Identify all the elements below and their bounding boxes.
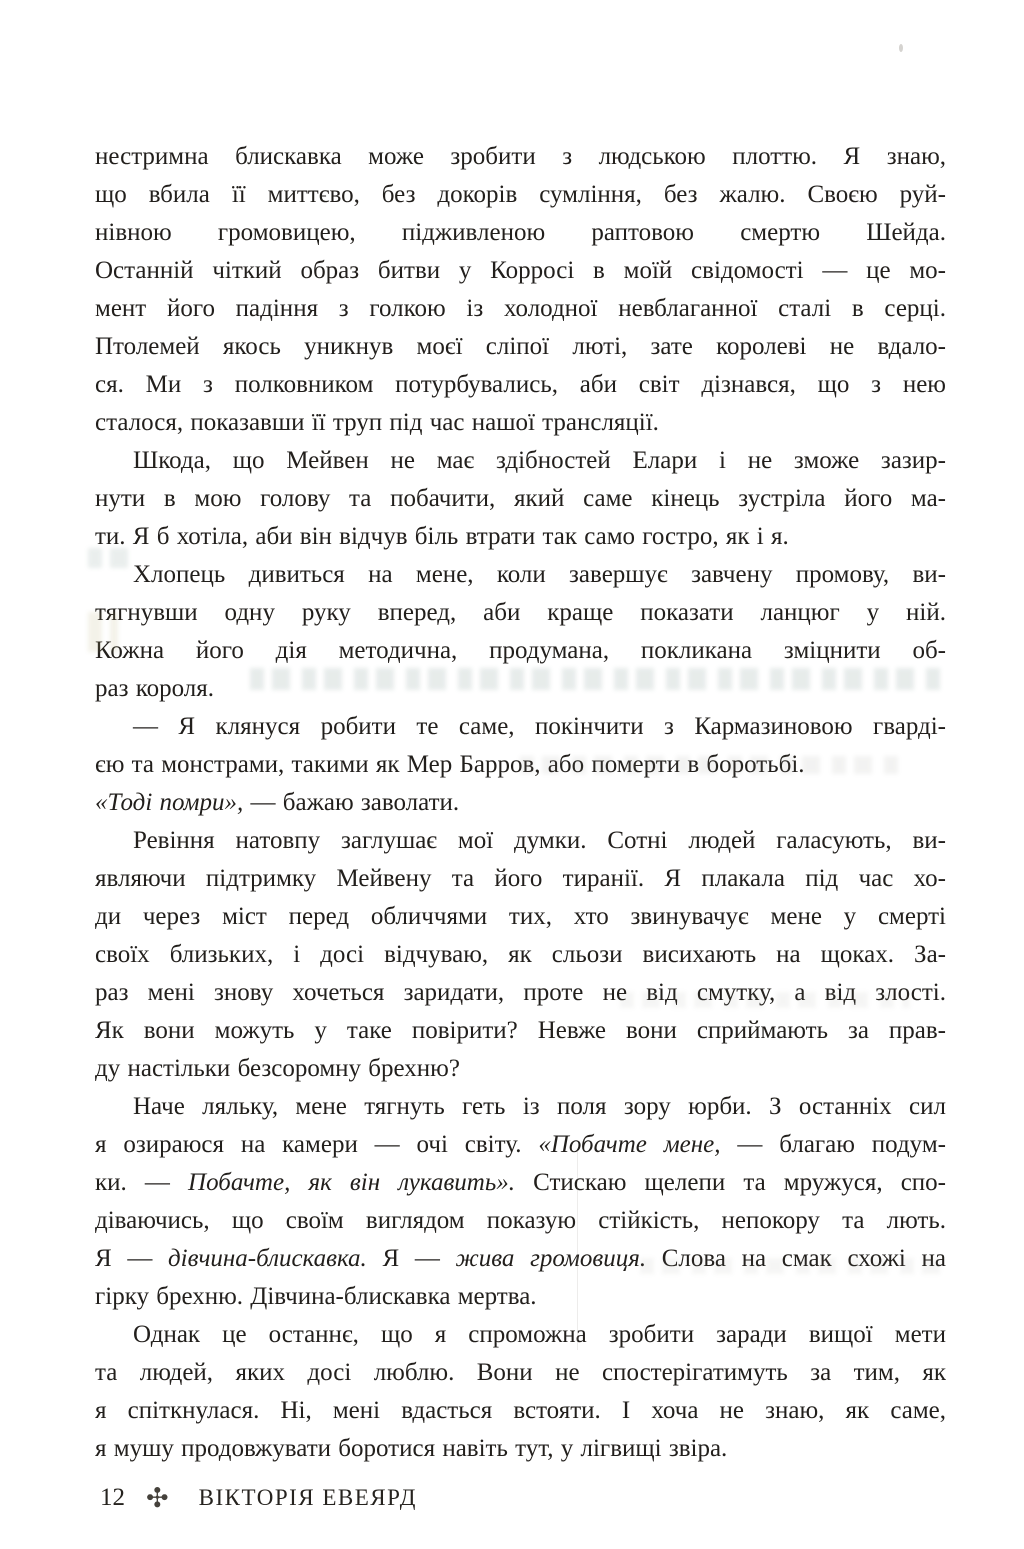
paragraph bbox=[95, 708, 946, 784]
text-run: Стискаю щелепи та мружуся, спо- bbox=[515, 1169, 946, 1196]
text-line bbox=[95, 784, 946, 822]
text-run: Я — bbox=[366, 1245, 456, 1272]
text-line bbox=[95, 1012, 946, 1050]
paragraph bbox=[95, 822, 946, 1088]
text-run: сталося, показавши її труп під час нашої трансляції. bbox=[95, 409, 659, 436]
text-run: Ревіння натовпу заглушає мої думки. Сотні людей галасують, ви- bbox=[133, 827, 946, 854]
text-line bbox=[95, 518, 946, 556]
paragraph bbox=[95, 442, 946, 556]
text-run: Кожна його дія методична, продумана, покликана зміцнити об- bbox=[95, 637, 946, 664]
text-line bbox=[95, 1392, 946, 1430]
text-run: Я — bbox=[95, 1245, 169, 1272]
text-run: ти. Я б хотіла, аби він відчув біль втрати так само гостро, як і я. bbox=[95, 523, 789, 550]
text-line bbox=[95, 366, 946, 404]
text-run: своїх близьких, і досі відчуваю, як сльози висихають на щоках. За- bbox=[95, 941, 946, 968]
text-line bbox=[95, 670, 946, 708]
text-run: — благаю подум- bbox=[737, 1131, 946, 1158]
text-line bbox=[95, 1088, 946, 1126]
paragraph bbox=[95, 1088, 946, 1316]
text-line bbox=[95, 974, 946, 1012]
text-run: Хлопець дивиться на мене, коли завершує завчену промову, ви- bbox=[133, 561, 946, 588]
text-run: Однак це останнє, що я спроможна зробити заради вищої мети bbox=[133, 1321, 946, 1348]
text-line bbox=[95, 632, 946, 670]
italic-text-run: «Побачте мене, bbox=[538, 1131, 738, 1158]
text-run: нестримна блискавка може зробити з людською плоттю. Я знаю, bbox=[95, 143, 946, 170]
text-line bbox=[95, 290, 946, 328]
fleuron-ornament-icon: ✣ bbox=[146, 1482, 169, 1513]
text-line bbox=[95, 138, 946, 176]
text-line bbox=[95, 480, 946, 518]
text-run: ся. Ми з полковником потурбувались, аби світ дізнався, що з нею bbox=[95, 371, 946, 398]
text-run: та людей, яких досі люблю. Вони не спостерігатимуть за тим, як bbox=[95, 1359, 946, 1386]
text-run: являючи підтримку Мейвену та його тиранії. Я плакала під час хо- bbox=[95, 865, 946, 892]
text-line bbox=[95, 1316, 946, 1354]
italic-text-run: дівчина-блискавка. bbox=[168, 1245, 367, 1272]
text-run: ки. — bbox=[95, 1169, 189, 1196]
text-run: я мушу продовжувати боротися навіть тут, у лігвищі звіра. bbox=[95, 1435, 728, 1462]
text-line bbox=[95, 860, 946, 898]
text-run: гірку брехню. Дівчина-блискавка мертва. bbox=[95, 1283, 537, 1310]
paragraph bbox=[95, 1316, 946, 1468]
text-run: — Я клянуся робити те саме, покінчити з Кармазиновою гварді- bbox=[133, 713, 946, 740]
page-number: 12 bbox=[100, 1484, 125, 1511]
text-run: Наче ляльку, мене тягнуть геть із поля зору юрби. З останніх сил bbox=[133, 1093, 946, 1120]
text-run: ду настільки безсоромну брехню? bbox=[95, 1055, 460, 1082]
text-line bbox=[95, 442, 946, 480]
scan-speck bbox=[899, 44, 903, 52]
paragraph bbox=[95, 556, 946, 708]
text-line bbox=[95, 1430, 946, 1468]
text-run: мент його падіння з голкою із холодної невблаганної сталі в серці. bbox=[95, 295, 946, 322]
text-run: єю та монстрами, такими як Мер Барров, або померти в боротьбі. bbox=[95, 751, 805, 778]
text-run: що вбила її миттєво, без докорів сумління, без жалю. Своєю руй- bbox=[95, 181, 946, 208]
text-run: нути в мою голову та побачити, який саме кінець зустріла його ма- bbox=[95, 485, 946, 512]
text-line bbox=[95, 708, 946, 746]
text-line bbox=[95, 1354, 946, 1392]
text-line bbox=[95, 176, 946, 214]
paragraph bbox=[95, 138, 946, 442]
text-run: раз мені знову хочеться заридати, проте не від смутку, а від злості. bbox=[95, 979, 946, 1006]
text-run: Шкода, що Мейвен не має здібностей Елари і не зможе зазир- bbox=[133, 447, 946, 474]
text-line bbox=[95, 594, 946, 632]
page-text bbox=[95, 138, 946, 1468]
text-line bbox=[95, 746, 946, 784]
text-run: ди через міст перед обличчями тих, хто звинувачує мене у смерті bbox=[95, 903, 946, 930]
page-footer bbox=[100, 1484, 417, 1512]
text-line bbox=[95, 252, 946, 290]
text-run: Птолемей якось уникнув моєї сліпої люті, зате королеві не вдало- bbox=[95, 333, 946, 360]
italic-text-run: Побачте, як він лукавить». bbox=[188, 1169, 515, 1196]
text-run: Слова на смак схожі на bbox=[646, 1245, 946, 1272]
text-run: Як вони можуть у таке повірити? Невже вони сприймають за прав- bbox=[95, 1017, 946, 1044]
text-run: нівною громовицею, підживленою раптовою смертю Шейда. bbox=[95, 219, 946, 246]
text-line bbox=[95, 936, 946, 974]
paragraph bbox=[95, 784, 946, 822]
text-line bbox=[95, 328, 946, 366]
text-run: я спіткнулася. Ні, мені вдасться встояти. І хоча не знаю, як саме, bbox=[95, 1397, 946, 1424]
text-line bbox=[95, 898, 946, 936]
text-line bbox=[95, 822, 946, 860]
text-line bbox=[95, 404, 946, 442]
text-line bbox=[95, 1240, 946, 1278]
italic-text-run: «Тоді помри», bbox=[95, 789, 251, 816]
text-run: я озираюся на камери — очі світу. bbox=[95, 1131, 539, 1158]
running-header-author: ВІКТОРІЯ ЕВЕЯРД bbox=[198, 1485, 417, 1510]
text-line bbox=[95, 1278, 946, 1316]
text-line bbox=[95, 1164, 946, 1202]
text-line bbox=[95, 214, 946, 252]
text-line bbox=[95, 1050, 946, 1088]
text-run: — бажаю заволати. bbox=[250, 789, 460, 816]
text-run: діваючись, що своїм виглядом показую стійкість, непокору та лють. bbox=[95, 1207, 946, 1234]
italic-text-run: жива громовиця. bbox=[455, 1245, 647, 1272]
text-run: Останній чіткий образ битви у Корросі в моїй свідомості — це мо- bbox=[95, 257, 946, 284]
text-run: раз короля. bbox=[95, 675, 214, 702]
text-run: тягнувши одну руку вперед, аби краще показати ланцюг у ній. bbox=[95, 599, 946, 626]
text-line bbox=[95, 556, 946, 594]
text-line bbox=[95, 1202, 946, 1240]
text-line bbox=[95, 1126, 946, 1164]
